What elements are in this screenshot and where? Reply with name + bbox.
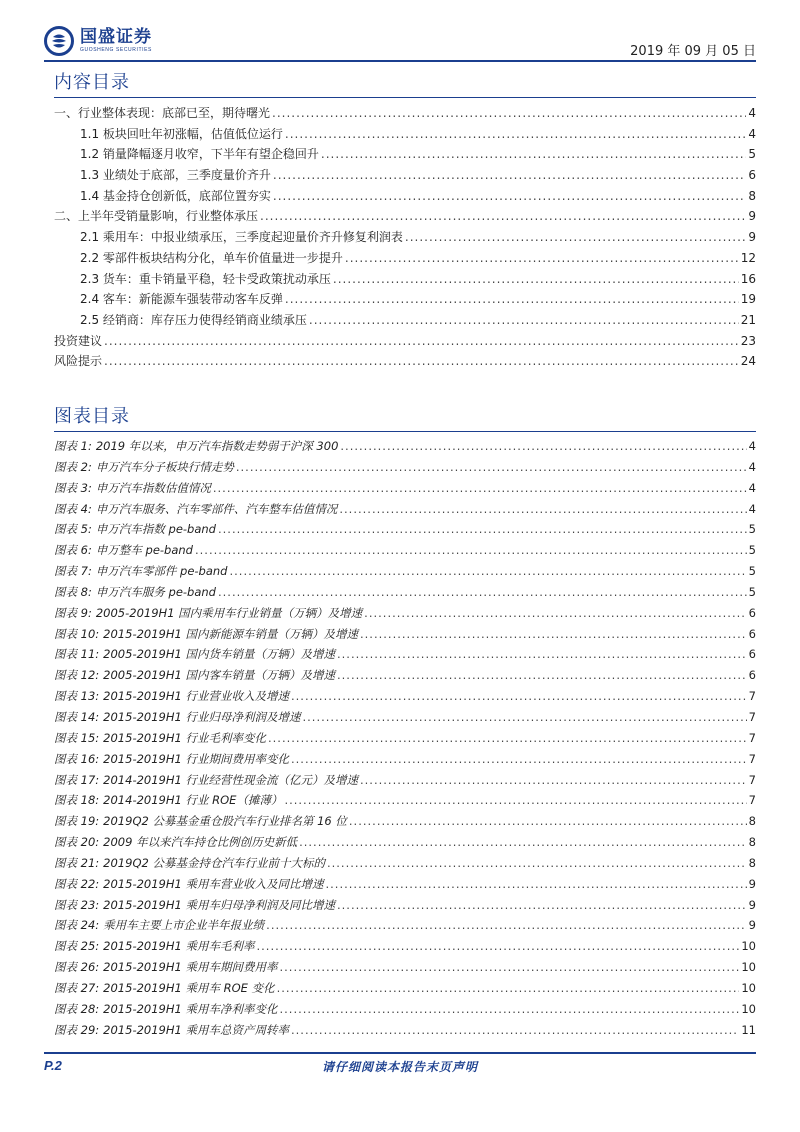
toc-entry-label: 1.4 基金持仓创新低，底部位置夯实 bbox=[80, 188, 271, 203]
figure-page: 8 bbox=[748, 814, 756, 829]
dot-leader bbox=[285, 292, 739, 306]
figure-page: 10 bbox=[741, 939, 756, 954]
figure-number: 图表 22: bbox=[54, 876, 100, 891]
figure-page: 6 bbox=[748, 647, 756, 662]
report-date: 2019 年 09 月 05 日 bbox=[630, 44, 756, 59]
figure-number: 图表 2: bbox=[54, 459, 92, 474]
dot-leader bbox=[104, 354, 739, 368]
toc-entry-label: 2.5 经销商：库存压力使得经销商业绩承压 bbox=[80, 312, 307, 327]
figure-page: 6 bbox=[748, 626, 756, 641]
figure-title: 2015-2019H1 乘用车期间费用率 bbox=[103, 960, 278, 975]
figure-page: 4 bbox=[748, 459, 756, 474]
figure-entry[interactable] bbox=[54, 563, 756, 584]
toc-entry-label: 1.1 板块回吐年初涨幅，估值低位运行 bbox=[80, 126, 283, 141]
dot-leader bbox=[273, 189, 746, 203]
figure-entry[interactable] bbox=[54, 834, 756, 855]
toc-entry-label: 2.1 乘用车：中报业绩承压，三季度起迎量价齐升修复利润表 bbox=[80, 230, 403, 245]
figure-entry[interactable] bbox=[54, 709, 756, 730]
figure-entry[interactable] bbox=[54, 646, 756, 667]
figure-title: 2015-2019H1 乘用车归母净利润及同比增速 bbox=[103, 897, 335, 912]
toc-entry-label: 2.4 客车：新能源车强装带动客车反弹 bbox=[80, 292, 283, 307]
toc-entry-label: 2.3 货车：重卡销量平稳，轻卡受政策扰动承压 bbox=[80, 271, 331, 286]
dot-leader bbox=[195, 543, 747, 557]
figure-title: 2015-2019H1 乘用车 ROE 变化 bbox=[103, 980, 275, 995]
figure-page: 11 bbox=[741, 1022, 756, 1037]
figure-entry[interactable] bbox=[54, 688, 756, 709]
figure-page: 7 bbox=[748, 689, 756, 704]
figure-page: 4 bbox=[748, 501, 756, 516]
dot-leader bbox=[218, 585, 747, 599]
figure-number: 图表 21: bbox=[54, 855, 100, 870]
figure-entry[interactable] bbox=[54, 980, 756, 1001]
figure-entry[interactable] bbox=[54, 876, 756, 897]
figure-page: 7 bbox=[748, 751, 756, 766]
toc-entry-page: 16 bbox=[740, 271, 756, 286]
dot-leader bbox=[279, 1002, 739, 1016]
figure-number: 图表 16: bbox=[54, 751, 100, 766]
figure-entry[interactable] bbox=[54, 605, 756, 626]
toc-entry[interactable] bbox=[54, 311, 756, 332]
toc-entry-label: 1.3 业绩处于底部，三季度量价齐升 bbox=[80, 168, 271, 183]
figure-number: 图表 1: bbox=[54, 439, 92, 453]
dot-leader bbox=[268, 731, 747, 745]
dot-leader bbox=[213, 481, 747, 495]
figure-page: 8 bbox=[748, 855, 756, 870]
footer-divider bbox=[44, 1052, 756, 1054]
page-header bbox=[0, 0, 800, 64]
dot-leader bbox=[291, 689, 747, 703]
figure-number: 图表 26: bbox=[54, 960, 100, 975]
figure-number: 图表 19: bbox=[54, 814, 100, 829]
figure-entry[interactable] bbox=[54, 584, 756, 605]
toc-entry-page: 4 bbox=[748, 126, 756, 141]
dot-leader bbox=[327, 856, 747, 870]
figure-title: 2005-2019H1 国内乘用车行业销量（万辆）及增速 bbox=[95, 605, 363, 620]
figure-page: 9 bbox=[748, 876, 756, 891]
figure-entry[interactable] bbox=[54, 438, 756, 459]
toc-entry-label: 投资建议 bbox=[54, 333, 103, 348]
toc-entry-label: 风险提示 bbox=[54, 354, 103, 369]
figure-number: 图表 24: bbox=[54, 918, 100, 933]
figure-page: 9 bbox=[748, 918, 756, 933]
figure-number: 图表 8: bbox=[54, 584, 92, 599]
toc-heading-underline bbox=[54, 97, 756, 98]
dot-leader bbox=[340, 439, 746, 453]
toc-entry[interactable] bbox=[54, 166, 756, 187]
toc-entry-page: 21 bbox=[740, 312, 756, 327]
figure-title: 乘用车主要上市企业半年报业绩 bbox=[103, 918, 265, 933]
figure-number: 图表 12: bbox=[54, 668, 100, 683]
figure-title: 2015-2019H1 行业营业收入及增速 bbox=[103, 689, 289, 704]
figure-number: 图表 17: bbox=[54, 772, 100, 787]
toc-entry[interactable] bbox=[54, 125, 756, 146]
dot-leader bbox=[266, 918, 747, 932]
figure-number: 图表 13: bbox=[54, 689, 100, 704]
figure-entry[interactable] bbox=[54, 1001, 756, 1022]
toc-entry-page: 19 bbox=[740, 292, 756, 307]
dot-leader bbox=[337, 647, 747, 661]
figure-page: 10 bbox=[741, 960, 756, 975]
toc-entry[interactable] bbox=[54, 332, 756, 353]
figure-entry[interactable] bbox=[54, 959, 756, 980]
dot-leader bbox=[279, 960, 739, 974]
toc-entry-page: 12 bbox=[740, 250, 756, 265]
figure-page: 4 bbox=[748, 480, 756, 495]
dot-leader bbox=[337, 668, 747, 682]
figure-title: 2015-2019H1 行业毛利率变化 bbox=[103, 730, 266, 745]
figure-page: 4 bbox=[748, 439, 756, 453]
header-divider bbox=[44, 60, 756, 62]
figure-title: 申万汽车指数 pe-band bbox=[95, 522, 216, 537]
toc-entry-page: 23 bbox=[740, 333, 756, 348]
figure-page: 7 bbox=[748, 709, 756, 724]
toc-heading: 内容目录 bbox=[54, 72, 130, 93]
toc-entry[interactable] bbox=[54, 290, 756, 311]
figure-title: 申万汽车服务、汽车零部件、汽车整车估值情况 bbox=[95, 501, 338, 516]
dot-leader bbox=[302, 710, 746, 724]
figure-title: 2019 年以来，申万汽车指数走势弱于沪深 300 bbox=[95, 439, 339, 453]
logo-english-name: GUOSHENG SECURITIES bbox=[80, 47, 152, 53]
dot-leader bbox=[260, 209, 746, 223]
figure-title: 2014-2019H1 行业 ROE（摊薄） bbox=[103, 793, 283, 808]
figure-title: 申万汽车零部件 pe-band bbox=[95, 564, 228, 579]
figure-title: 2015-2019H1 乘用车总资产周转率 bbox=[103, 1022, 289, 1037]
toc-entry-page: 5 bbox=[748, 147, 756, 162]
dot-leader bbox=[345, 251, 739, 265]
figure-page: 10 bbox=[741, 980, 756, 995]
figure-list bbox=[54, 438, 756, 1042]
figure-entry[interactable] bbox=[54, 730, 756, 751]
figure-page: 5 bbox=[748, 522, 756, 537]
figure-page: 5 bbox=[748, 543, 756, 558]
figure-title: 2019Q2 公募基金持仓汽车行业前十大标的 bbox=[103, 855, 325, 870]
figure-page: 6 bbox=[748, 605, 756, 620]
toc-entry[interactable] bbox=[54, 270, 756, 291]
figure-entry[interactable] bbox=[54, 813, 756, 834]
dot-leader bbox=[284, 793, 746, 807]
figure-entry[interactable] bbox=[54, 938, 756, 959]
dot-leader bbox=[364, 606, 747, 620]
figure-entry[interactable] bbox=[54, 855, 756, 876]
toc-entry-page: 24 bbox=[740, 354, 756, 369]
table-of-contents bbox=[54, 104, 756, 373]
toc-entry-page: 4 bbox=[748, 106, 756, 120]
toc-entry-page: 9 bbox=[748, 230, 756, 245]
figure-number: 图表 18: bbox=[54, 793, 100, 808]
figure-title: 2015-2019H1 乘用车净利率变化 bbox=[103, 1001, 278, 1016]
toc-entry-label: 2.2 零部件板块结构分化，单车价值量进一步提升 bbox=[80, 250, 343, 265]
figure-number: 图表 11: bbox=[54, 647, 100, 662]
figure-entry[interactable] bbox=[54, 772, 756, 793]
figure-entry[interactable] bbox=[54, 626, 756, 647]
figure-number: 图表 23: bbox=[54, 897, 100, 912]
figure-number: 图表 27: bbox=[54, 980, 100, 995]
toc-entry-page: 8 bbox=[748, 188, 756, 203]
figure-number: 图表 14: bbox=[54, 709, 100, 724]
dot-leader bbox=[236, 460, 747, 474]
toc-entry[interactable] bbox=[54, 145, 756, 166]
figure-title: 申万汽车指数估值情况 bbox=[95, 480, 211, 495]
figure-number: 图表 4: bbox=[54, 501, 92, 516]
figure-entry[interactable] bbox=[54, 917, 756, 938]
dot-leader bbox=[321, 147, 746, 161]
figure-title: 申万整车 pe-band bbox=[95, 543, 193, 558]
toc-entry[interactable] bbox=[54, 187, 756, 208]
figure-entry[interactable] bbox=[54, 521, 756, 542]
figure-page: 5 bbox=[748, 564, 756, 579]
page-number: P.2 bbox=[44, 1058, 62, 1073]
figure-title: 2015-2019H1 乘用车营业收入及同比增速 bbox=[103, 876, 324, 891]
guosheng-logo-icon bbox=[44, 26, 74, 56]
figure-entry[interactable] bbox=[54, 501, 756, 522]
figure-number: 图表 15: bbox=[54, 730, 100, 745]
toc-entry[interactable] bbox=[54, 104, 756, 125]
dot-leader bbox=[218, 522, 747, 536]
figure-entry[interactable] bbox=[54, 542, 756, 563]
figure-number: 图表 7: bbox=[54, 564, 92, 579]
figure-entry[interactable] bbox=[54, 667, 756, 688]
toc-entry-label: 一、行业整体表现：底部已至，期待曙光 bbox=[54, 106, 271, 120]
figure-title: 2015-2019H1 行业归母净利润及增速 bbox=[103, 709, 301, 724]
figure-number: 图表 5: bbox=[54, 522, 92, 537]
figure-number: 图表 29: bbox=[54, 1022, 100, 1037]
logo-chinese-name: 国盛证券 bbox=[80, 27, 152, 47]
figure-title: 2015-2019H1 乘用车毛利率 bbox=[103, 939, 255, 954]
toc-entry[interactable] bbox=[54, 352, 756, 373]
figures-heading-underline bbox=[54, 431, 756, 432]
figure-number: 图表 10: bbox=[54, 626, 100, 641]
figure-page: 5 bbox=[748, 584, 756, 599]
dot-leader bbox=[272, 106, 746, 120]
dot-leader bbox=[285, 127, 746, 141]
figure-number: 图表 20: bbox=[54, 835, 100, 850]
dot-leader bbox=[360, 627, 747, 641]
toc-entry[interactable] bbox=[54, 228, 756, 249]
figure-number: 图表 3: bbox=[54, 480, 92, 495]
disclaimer-note: 请仔细阅读本报告末页声明 bbox=[321, 1060, 478, 1074]
dot-leader bbox=[339, 502, 746, 516]
figure-page: 7 bbox=[748, 730, 756, 745]
figure-title: 2019Q2 公募基金重仓股汽车行业排名第 16 位 bbox=[103, 814, 347, 829]
dot-leader bbox=[325, 877, 746, 891]
dot-leader bbox=[333, 272, 739, 286]
figure-title: 2005-2019H1 国内客车销量（万辆）及增速 bbox=[103, 668, 335, 683]
dot-leader bbox=[273, 168, 746, 182]
figure-page: 6 bbox=[748, 668, 756, 683]
figure-title: 2015-2019H1 国内新能源车销量（万辆）及增速 bbox=[103, 626, 358, 641]
figure-entry[interactable] bbox=[54, 459, 756, 480]
dot-leader bbox=[291, 752, 747, 766]
figure-entry[interactable] bbox=[54, 1022, 756, 1043]
figure-title: 2014-2019H1 行业经营性现金流（亿元）及增速 bbox=[103, 772, 358, 787]
figure-page: 8 bbox=[748, 835, 756, 850]
dot-leader bbox=[349, 814, 747, 828]
figure-entry[interactable] bbox=[54, 751, 756, 772]
figures-heading: 图表目录 bbox=[54, 406, 130, 427]
dot-leader bbox=[299, 835, 747, 849]
figure-number: 图表 28: bbox=[54, 1001, 100, 1016]
dot-leader bbox=[360, 773, 747, 787]
figure-page: 9 bbox=[748, 897, 756, 912]
figure-number: 图表 6: bbox=[54, 543, 92, 558]
toc-entry[interactable] bbox=[54, 249, 756, 270]
figure-title: 2005-2019H1 国内货车销量（万辆）及增速 bbox=[103, 647, 335, 662]
dot-leader bbox=[256, 939, 739, 953]
figure-page: 10 bbox=[741, 1001, 756, 1016]
figure-title: 2015-2019H1 行业期间费用率变化 bbox=[103, 751, 289, 766]
toc-entry-page: 9 bbox=[748, 209, 756, 224]
dot-leader bbox=[104, 334, 739, 348]
figure-number: 图表 25: bbox=[54, 939, 100, 954]
dot-leader bbox=[405, 230, 746, 244]
toc-entry[interactable] bbox=[54, 207, 756, 228]
dot-leader bbox=[277, 981, 740, 995]
dot-leader bbox=[291, 1023, 739, 1037]
figure-entry[interactable] bbox=[54, 480, 756, 501]
toc-entry-label: 1.2 销量降幅逐月收窄，下半年有望企稳回升 bbox=[80, 147, 319, 162]
toc-entry-label: 二、上半年受销量影响，行业整体承压 bbox=[54, 209, 259, 224]
figure-page: 7 bbox=[748, 793, 756, 808]
figure-number: 图表 9: bbox=[54, 605, 92, 620]
figure-page: 7 bbox=[748, 772, 756, 787]
dot-leader bbox=[309, 313, 739, 327]
dot-leader bbox=[229, 564, 746, 578]
dot-leader bbox=[337, 898, 747, 912]
company-logo bbox=[44, 26, 152, 56]
figure-entry[interactable] bbox=[54, 792, 756, 813]
figure-title: 申万汽车分子板块行情走势 bbox=[95, 459, 234, 474]
figure-title: 2009 年以来汽车持仓比例创历史新低 bbox=[103, 835, 298, 850]
figure-entry[interactable] bbox=[54, 897, 756, 918]
figure-title: 申万汽车服务 pe-band bbox=[95, 584, 216, 599]
toc-entry-page: 6 bbox=[748, 168, 756, 183]
